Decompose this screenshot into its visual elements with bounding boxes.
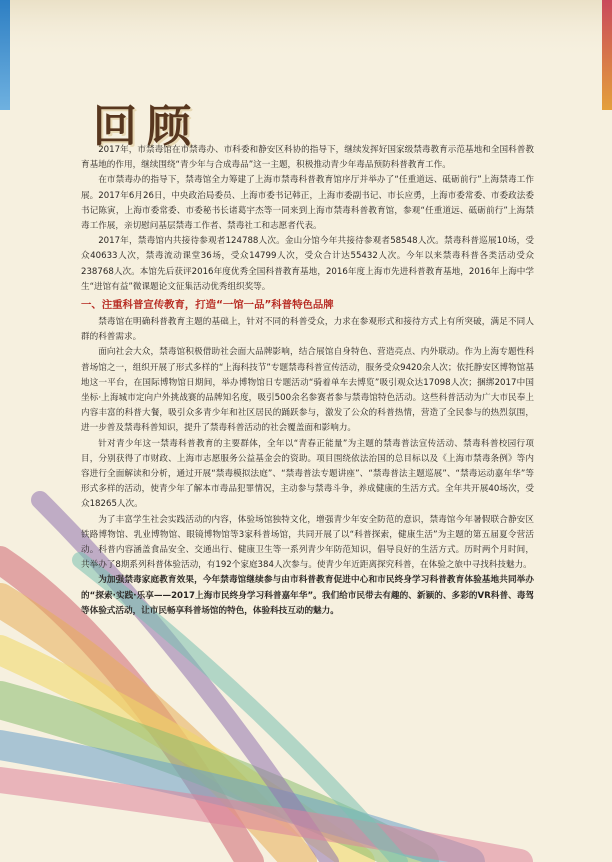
- page-title: 回顾: [93, 101, 201, 152]
- section-heading: 一、注重科普宣传教育，打造“一馆一品”科普特色品牌: [81, 299, 334, 312]
- paragraph-emphasis: 为加强禁毒家庭教育效果，今年禁毒馆继续参与由市科普教育促进中心和市民终身学习科普教育体验基地共同举办的“探索·实践·乐享——2017上海市民终身学习科普嘉年华”。我们给市民带去有趣的、新颖的、多彩的VR科普、毒驾等体验式活动，让市民畅享科普场馆的特色，体验科技互动的魅力。: [81, 575, 534, 616]
- paragraph: 针对青少年这一禁毒科普教育的主要群体，全年以“青春正能量”为主题的禁毒普法宣传活动、禁毒科普校园行项目，分别获得了市财政、上海市志愿服务公益基金会的资助。项目围绕依法治国的总目标以及《上海市禁毒条例》等内容进行全面解读和分析，通过开展“禁毒模拟法庭”、“禁毒普法专题讲座”、“禁毒普法主题巡展”、“禁毒运动嘉年华”等形式多样的活动，使青少年了解本市毒品犯罪情况，主动参与禁毒斗争，养成健康的生活方式。全年共开展40场次，受众18265人次。: [81, 438, 534, 510]
- paragraph: 禁毒馆在明确科普教育主题的基础上，针对不同的科普受众，力求在参观形式和接待方式上有所突破，满足不同人群的科普需求。: [81, 317, 534, 343]
- left-edge-bar: [0, 0, 10, 110]
- article-body: [81, 143, 534, 619]
- paragraph: 面向社会大众，禁毒馆积极借助社会面大品牌影响，结合展馆自身特色、营造亮点、内外联动。作为上海专题性科普场馆之一，组织开展了形式多样的“上海科技节”专题禁毒科普宣传活动，服务受众9420余人次；依托静安区博物馆基地这一平台，在国际博物馆日期间，举办博物馆日专题活动“骑着单车去博览”吸引观众达17098人次；捆绑2017中国坐标·上海城市定向户外挑战赛的品牌知名度，吸引500余名参赛者参与禁毒馆特色活动。这些科普活动为广大市民奉上内容丰富的科普大餐，吸引众多青少年和社区居民的踊跃参与，激发了公众的科普热情，营造了全民参与的热烈氛围，进一步普及禁毒科普知识，提升了禁毒科普活动的社会覆盖面和影响力。: [81, 347, 534, 434]
- paragraph: 在市禁毒办的指导下，禁毒馆全力筹建了上海市禁毒科普教育馆序厅并举办了“任重道远、砥砺前行”上海禁毒工作展。2017年6月26日，中央政治局委员、上海市委书记韩正，上海市委副书记、市长应勇，上海市委常委、市委政法委书记陈寅，上海市委常委、市委秘书长诸葛宇杰等一同来到上海市禁毒科普教育馆，参观“任重道远、砥砺前行”上海禁毒工作展，亲切慰问基层禁毒工作者、禁毒社工和志愿者代表。: [81, 175, 534, 232]
- paragraph: 2017年，市禁毒馆在市禁毒办、市科委和静安区科协的指导下，继续发挥好国家级禁毒教育示范基地和全国科普教育基地的作用，继续围绕“青少年与合成毒品”这一主题，积极推动青少年毒品预防科普教育工作。: [81, 145, 534, 171]
- right-edge-bar: [602, 0, 612, 110]
- paragraph: 为了丰富学生社会实践活动的内容，体验场馆独特文化，增强青少年安全防范的意识，禁毒馆今年暑假联合静安区铁路博物馆、乳业博物馆、眼镜博物馆等3家科普场馆，共同开展了以“科普探索，健康生活”为主题的第五届夏令营活动。科普内容涵盖食品安全、交通出行、健康卫生等一系列青少年防范知识，倡导良好的生活方式。历时两个月时间，共举办了8期系列科普体验活动，有192个家庭384人次参与。使青少年近距离探究科普，在体验之旅中寻找科技魅力。: [81, 514, 534, 571]
- paragraph: 2017年，禁毒馆内共接待参观者124788人次。金山分馆今年共接待参观者58548人次。禁毒科普巡展10场，受众40633人次，禁毒流动课堂36场，受众14799人次，受众合计达55432人次。今年以来禁毒科普各类活动受众238768人次。本馆先后获评2016年度优秀全国科普教育基地，2016年度上海市先进科普教育基地，2016年上海中学生“进馆有益”微课题论文征集活动优秀组织奖等。: [81, 236, 534, 292]
